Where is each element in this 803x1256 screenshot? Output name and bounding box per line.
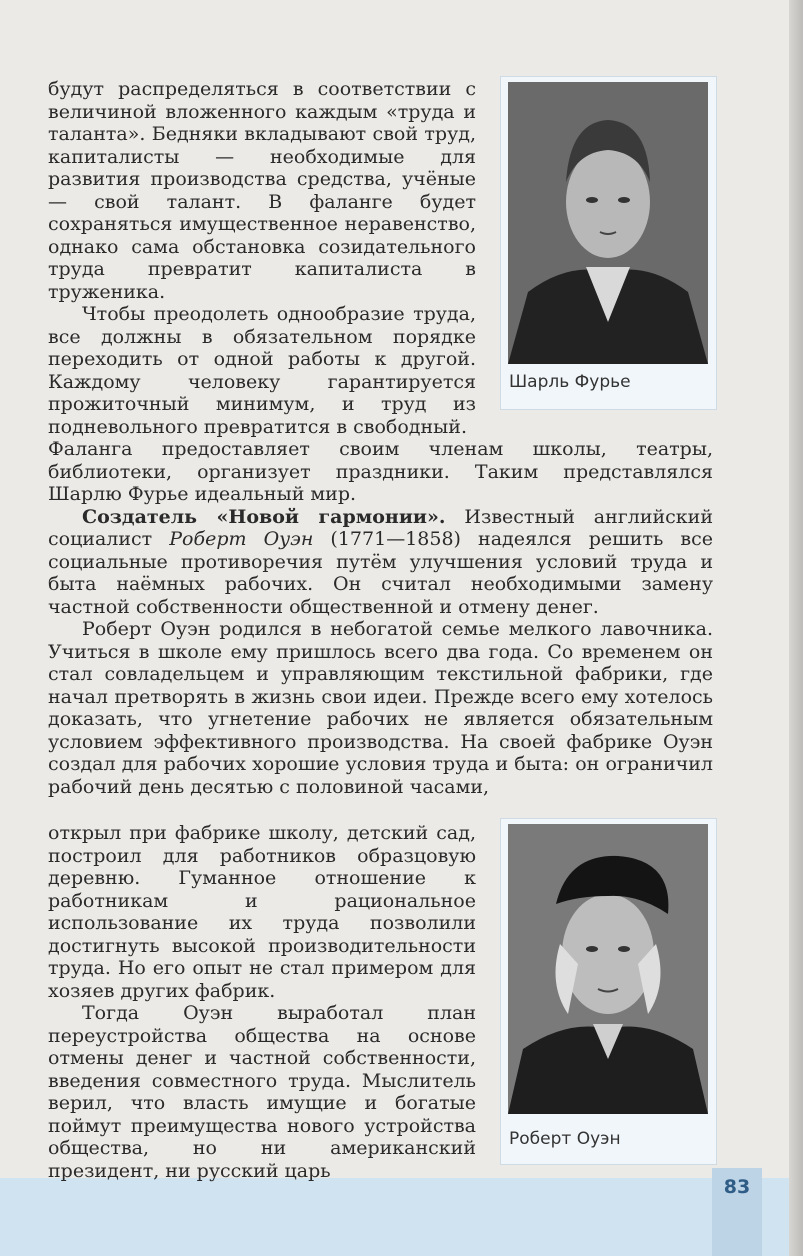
paragraph-2-top: Чтобы преодолеть однообразие труда, все должны в обязательном порядке переходить от одной работы к другой. Каждому человеку гарантируется прожиточный минимум, и труд из подневольного превратится в свободный. bbox=[48, 303, 476, 438]
page-number: 83 bbox=[723, 1176, 751, 1198]
figure-fourier bbox=[500, 76, 717, 410]
footer-band bbox=[0, 1178, 789, 1256]
owen-caption: Роберт Оуэн bbox=[509, 1129, 621, 1149]
text-block-top bbox=[48, 78, 476, 438]
owen-portrait-icon bbox=[508, 824, 708, 1114]
paragraph-4-top: Роберт Оуэн родился в небогатой семье мелкого лавочника. Учиться в школе ему пришлось всего два года. Со временем он стал совладельцем и управляющим текстильной фабрики, где начал претворять в жизнь свои идеи. Прежде всего ему хотелось доказать, что угнетение рабочих не является обязательным условием эффективного производства. На своей фабрике Оуэн создал для рабочих хорошие условия труда и быта: он ограничил рабочий день десятью с половиной часами, bbox=[48, 618, 713, 798]
fourier-portrait-image bbox=[508, 82, 708, 364]
page-edge bbox=[789, 0, 803, 1256]
text-block-bottom bbox=[48, 822, 476, 1182]
paragraph-1: будут распределяться в соответствии с величиной вложенного каждым «труда и таланта». Бедняки вкладывают свой труд, капиталисты — необходимые для развития производства средства, учёные — свой талант. В фаланге будет сохраняться имущественное неравенство, однако сама обстановка созидательного труда превратит капиталиста в труженика. bbox=[48, 78, 476, 303]
text-block-middle bbox=[48, 438, 713, 798]
paragraph-5: Тогда Оуэн выработал план переустройства общества на основе отмены денег и частной собственности, введения совместного труда. Мыслитель верил, что власть имущие и богатые поймут преимущества нового устройства общества, но ни американский президент, ни русский царь bbox=[48, 1002, 476, 1182]
fourier-portrait-icon bbox=[508, 82, 708, 364]
paragraph-3-b: (1771—1858) надеялся решить все социальные противоречия путём улучшения условий труда и быта наёмных рабочих. Он считал необходимыми замену частной собственности общественной и отмену денег. bbox=[48, 528, 713, 618]
section-heading: Создатель «Новой гармонии». bbox=[82, 505, 446, 528]
person-name: Роберт Оуэн bbox=[169, 528, 314, 550]
paragraph-3-a: Известный английский социалист bbox=[48, 505, 713, 550]
paragraph-3 bbox=[48, 506, 713, 619]
paragraph-4-bottom: открыл при фабрике школу, детский сад, построил для работников образцовую деревню. Гуманное отношение к работникам и рациональное использование их труда позволили достигнуть высокой производительности труда. Но его опыт не стал примером для хозяев других фабрик. bbox=[48, 822, 476, 1002]
paragraph-2-bottom: Фаланга предоставляет своим членам школы, театры, библиотеки, организует праздники. Таким представлялся Шарлю Фурье идеальный мир. bbox=[48, 438, 713, 505]
fourier-caption: Шарль Фурье bbox=[509, 372, 631, 392]
owen-portrait-image bbox=[508, 824, 708, 1114]
figure-owen bbox=[500, 818, 717, 1165]
